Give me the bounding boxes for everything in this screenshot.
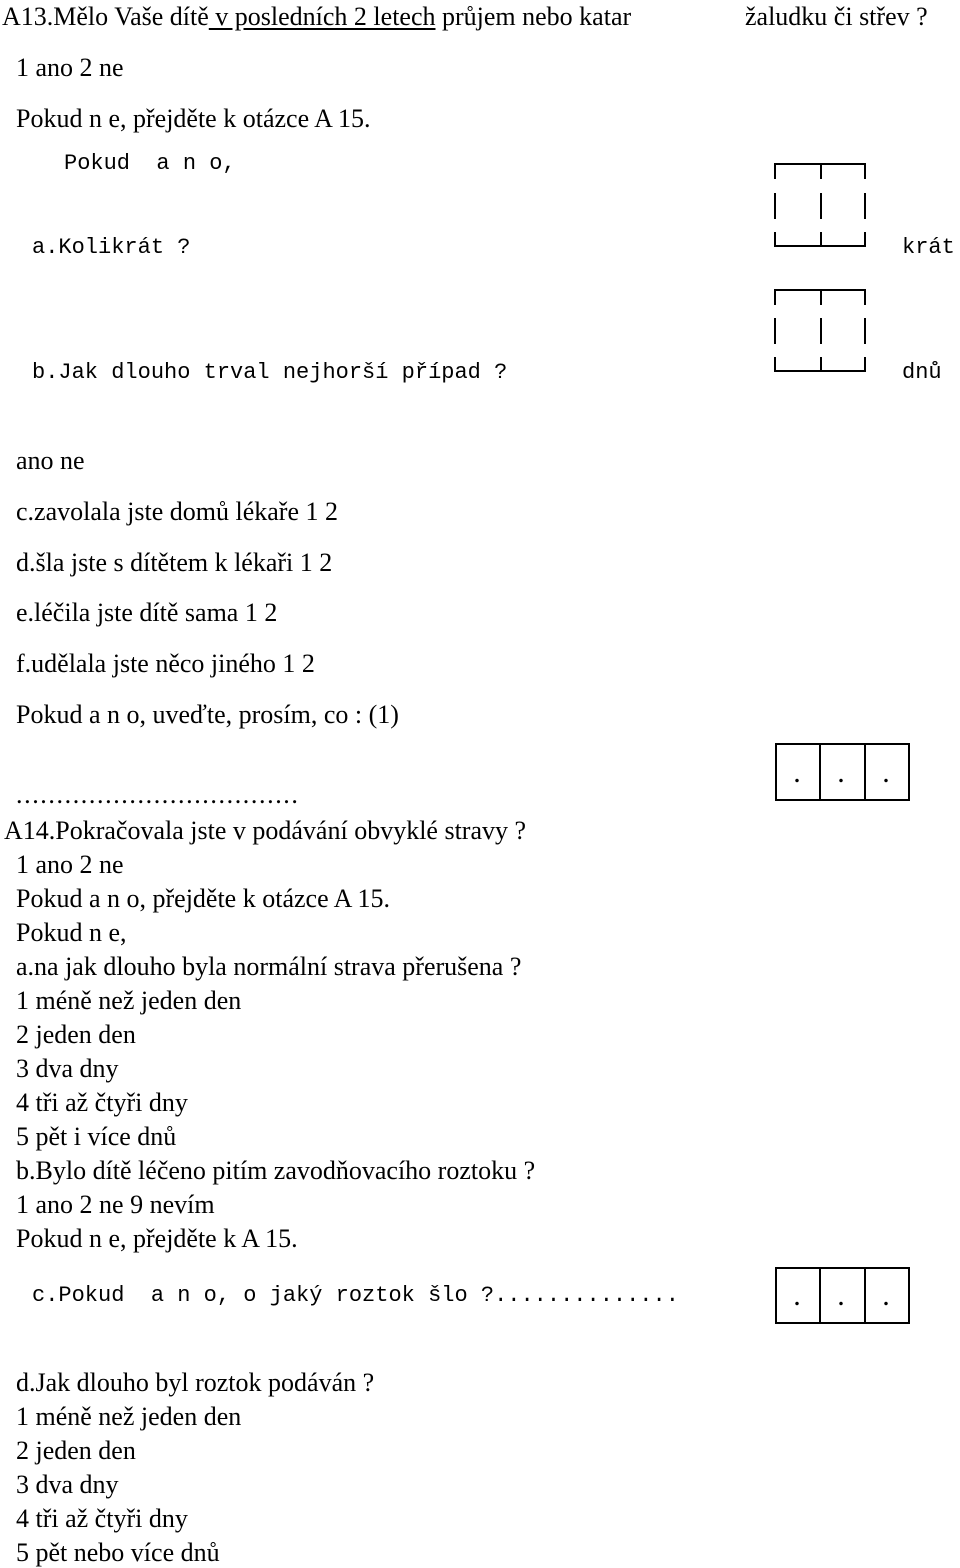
a13-b-label: b.Jak dlouho trval nejhorší případ ? <box>32 360 508 385</box>
a14-c-cell-3: . <box>882 1279 890 1312</box>
a13-a-unit: krát <box>902 235 955 260</box>
a14-answers: 1 ano 2 ne <box>16 850 124 879</box>
a14-c-label[interactable]: c.Pokud a n o, o jaký roztok šlo ?.............. <box>32 1283 679 1308</box>
a14-d-option: 5 pět nebo více dnů <box>16 1538 220 1567</box>
a13-item-d: d.šla jste s dítětem k lékaři 1 2 <box>16 548 333 577</box>
a14-d-option: 2 jeden den <box>16 1436 136 1465</box>
a14-d-option: 1 méně než jeden den <box>16 1402 242 1431</box>
a13-question-prefix: A13.Mělo Vaše dítě <box>2 2 209 31</box>
a14-if-no: Pokud n e, <box>16 918 127 947</box>
a13-question-underlined: v posledních 2 letech <box>208 2 436 31</box>
a14-a-label: a.na jak dlouho byla normální strava přerušena ? <box>16 952 522 981</box>
a14-c-cell-2: . <box>837 1279 845 1312</box>
a13-skip: Pokud n e, přejděte k otázce A 15. <box>16 104 371 133</box>
a14-skip: Pokud a n o, přejděte k otázce A 15. <box>16 884 391 913</box>
a13-code-cell-2: . <box>837 756 845 789</box>
a14-d-option: 3 dva dny <box>16 1470 119 1499</box>
a14-a-option: 3 dva dny <box>16 1054 119 1083</box>
a13-item-c: c.zavolala jste domů lékaře 1 2 <box>16 497 338 526</box>
a14-b-skip: Pokud n e, přejděte k A 15. <box>16 1224 298 1253</box>
a13-question-end: žaludku či střev ? <box>745 2 928 31</box>
a13-a-label: a.Kolikrát ? <box>32 235 191 260</box>
a14-b-answers: 1 ano 2 ne 9 nevím <box>16 1190 215 1219</box>
a14-a-option: 5 pět i více dnů <box>16 1122 177 1151</box>
a14-c-cell-1: . <box>793 1279 801 1312</box>
a13-question <box>2 2 631 32</box>
a14-a-option: 1 méně než jeden den <box>16 986 242 1015</box>
a14-d-option: 4 tři až čtyři dny <box>16 1504 188 1533</box>
a13-col-header: ano ne <box>16 446 85 475</box>
a13-item-e: e.léčila jste dítě sama 1 2 <box>16 598 278 627</box>
a14-question: A14.Pokračovala jste v podávání obvyklé stravy ? <box>4 816 527 845</box>
a13-question-mid: průjem nebo katar <box>435 2 632 31</box>
a14-d-label: d.Jak dlouho byl roztok podáván ? <box>16 1368 375 1397</box>
a14-a-option: 2 jeden den <box>16 1020 136 1049</box>
a13-b-unit: dnů <box>902 360 942 385</box>
a13-code-cell-3: . <box>882 756 890 789</box>
a13-answers: 1 ano 2 ne <box>16 53 124 82</box>
a13-item-f: f.udělala jste něco jiného 1 2 <box>16 649 315 678</box>
a14-b-label: b.Bylo dítě léčeno pitím zavodňovacího roztoku ? <box>16 1156 536 1185</box>
a13-dots-line[interactable]: ................................... <box>16 780 300 809</box>
a13-specify: Pokud a n o, uveďte, prosím, co : (1) <box>16 700 399 729</box>
a13-code-cell-1: . <box>793 756 801 789</box>
a13-if-yes: Pokud a n o, <box>64 151 236 176</box>
a14-a-option: 4 tři až čtyři dny <box>16 1088 188 1117</box>
